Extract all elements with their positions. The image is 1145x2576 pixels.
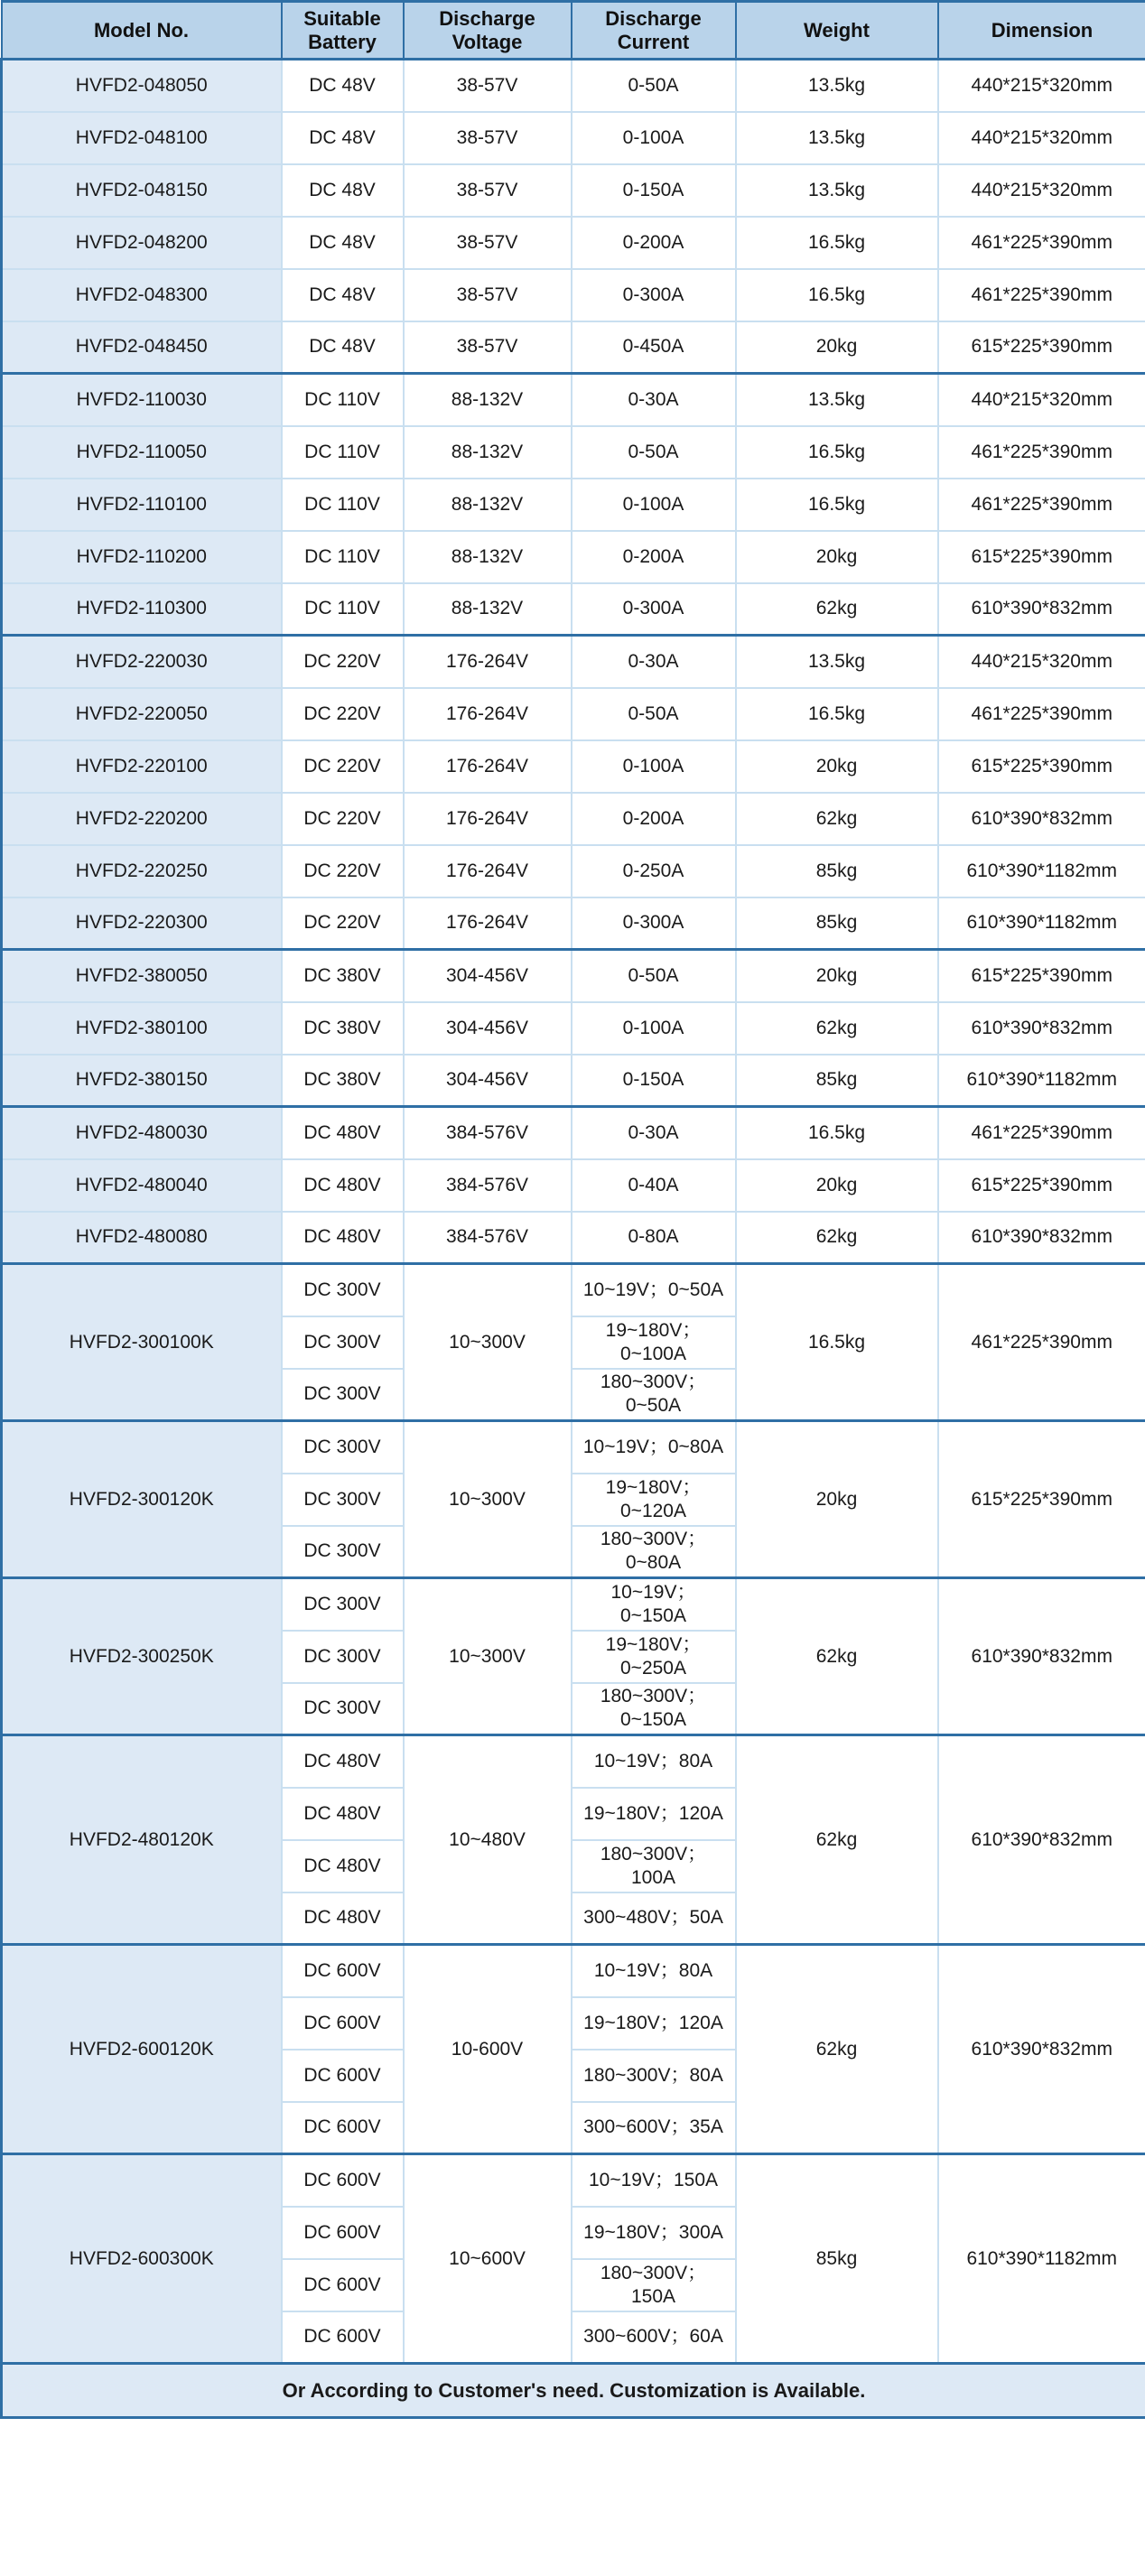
current-cell: 0-50A	[572, 426, 736, 479]
table-row	[2, 374, 1145, 426]
weight-cell: 16.5kg	[736, 479, 938, 531]
dimension-cell: 615*225*390mm	[938, 1159, 1145, 1212]
current-line: 0~150A	[620, 1604, 686, 1626]
battery-cell: DC 300V	[282, 1474, 404, 1526]
battery-cell: DC 220V	[282, 793, 404, 845]
dimension-cell: 610*390*832mm	[938, 1735, 1145, 1945]
battery-cell: DC 600V	[282, 2259, 404, 2311]
weight-cell: 13.5kg	[736, 374, 938, 426]
current-line: 0~150A	[620, 1709, 686, 1731]
current-cell: 0-300A	[572, 269, 736, 321]
voltage-cell: 304-456V	[404, 1002, 572, 1055]
current-cell: 0-200A	[572, 217, 736, 269]
dimension-cell: 615*225*390mm	[938, 740, 1145, 793]
weight-cell: 20kg	[736, 950, 938, 1002]
table-row	[2, 217, 1145, 269]
weight-cell: 62kg	[736, 1735, 938, 1945]
header-voltage-line1: Discharge	[439, 6, 535, 30]
battery-cell: DC 220V	[282, 636, 404, 688]
current-line: 180~300V；80A	[583, 2064, 723, 2086]
dimension-cell: 610*390*1182mm	[938, 1055, 1145, 1107]
weight-cell: 20kg	[736, 1159, 938, 1212]
dimension-cell: 461*225*390mm	[938, 688, 1145, 740]
battery-cell: DC 110V	[282, 531, 404, 583]
voltage-cell: 10~300V	[404, 1578, 572, 1735]
current-line: 19~180V；	[605, 1476, 702, 1498]
battery-cell: DC 600V	[282, 2102, 404, 2154]
voltage-cell: 38-57V	[404, 112, 572, 164]
model-cell: HVFD2-220030	[2, 636, 282, 688]
current-cell	[572, 1264, 736, 1316]
model-cell: HVFD2-480030	[2, 1107, 282, 1159]
dimension-cell: 615*225*390mm	[938, 950, 1145, 1002]
current-line: 19~180V；	[605, 1319, 702, 1341]
weight-cell: 62kg	[736, 1578, 938, 1735]
battery-cell: DC 300V	[282, 1264, 404, 1316]
header-battery-line2: Battery	[308, 30, 377, 53]
table-row	[2, 1212, 1145, 1264]
voltage-cell: 10~300V	[404, 1421, 572, 1578]
battery-cell: DC 110V	[282, 426, 404, 479]
table-row	[2, 583, 1145, 636]
table-row	[2, 164, 1145, 217]
battery-cell: DC 600V	[282, 1945, 404, 1997]
header-model: Model No.	[2, 2, 282, 60]
dimension-cell: 610*390*832mm	[938, 793, 1145, 845]
model-cell: HVFD2-110030	[2, 374, 282, 426]
battery-cell: DC 220V	[282, 897, 404, 950]
battery-cell: DC 300V	[282, 1316, 404, 1369]
model-cell: HVFD2-048150	[2, 164, 282, 217]
dimension-cell: 610*390*832mm	[938, 583, 1145, 636]
weight-cell: 16.5kg	[736, 217, 938, 269]
model-cell: HVFD2-300120K	[2, 1421, 282, 1578]
table-row	[2, 1945, 1145, 1997]
battery-cell: DC 48V	[282, 217, 404, 269]
battery-cell: DC 110V	[282, 374, 404, 426]
model-cell: HVFD2-048050	[2, 60, 282, 112]
current-line: 19~180V；	[605, 1633, 702, 1655]
dimension-cell: 615*225*390mm	[938, 321, 1145, 374]
battery-cell: DC 300V	[282, 1526, 404, 1578]
dimension-cell: 610*390*1182mm	[938, 2154, 1145, 2364]
voltage-cell: 10~300V	[404, 1264, 572, 1421]
dimension-cell: 440*215*320mm	[938, 60, 1145, 112]
weight-cell: 20kg	[736, 1421, 938, 1578]
voltage-cell: 176-264V	[404, 897, 572, 950]
table-row	[2, 2154, 1145, 2207]
weight-cell: 20kg	[736, 740, 938, 793]
table-row	[2, 1421, 1145, 1474]
current-cell: 0-30A	[572, 374, 736, 426]
dimension-cell: 461*225*390mm	[938, 426, 1145, 479]
voltage-cell: 176-264V	[404, 793, 572, 845]
dimension-cell: 610*390*832mm	[938, 1578, 1145, 1735]
table-row	[2, 269, 1145, 321]
current-cell: 0-30A	[572, 636, 736, 688]
current-line: 180~300V；	[600, 1843, 707, 1865]
dimension-cell: 461*225*390mm	[938, 1107, 1145, 1159]
battery-cell: DC 220V	[282, 688, 404, 740]
weight-cell: 62kg	[736, 793, 938, 845]
battery-cell: DC 480V	[282, 1788, 404, 1840]
dimension-cell: 615*225*390mm	[938, 1421, 1145, 1578]
battery-cell: DC 48V	[282, 321, 404, 374]
footer-row	[2, 2364, 1145, 2418]
voltage-cell: 304-456V	[404, 950, 572, 1002]
weight-cell: 62kg	[736, 1212, 938, 1264]
current-line: 10~19V；	[610, 1581, 696, 1603]
weight-cell: 16.5kg	[736, 1264, 938, 1421]
current-cell: 0-200A	[572, 793, 736, 845]
table-row	[2, 1002, 1145, 1055]
voltage-cell: 38-57V	[404, 321, 572, 374]
current-cell	[572, 1892, 736, 1945]
model-cell: HVFD2-600120K	[2, 1945, 282, 2154]
battery-cell: DC 480V	[282, 1892, 404, 1945]
battery-cell: DC 110V	[282, 479, 404, 531]
voltage-cell: 176-264V	[404, 688, 572, 740]
current-cell	[572, 2311, 736, 2364]
voltage-cell: 88-132V	[404, 374, 572, 426]
model-cell: HVFD2-220300	[2, 897, 282, 950]
weight-cell: 20kg	[736, 531, 938, 583]
current-cell	[572, 2050, 736, 2102]
current-cell: 0-100A	[572, 740, 736, 793]
battery-cell: DC 380V	[282, 1002, 404, 1055]
battery-cell: DC 300V	[282, 1578, 404, 1631]
current-cell	[572, 1578, 736, 1631]
current-line: 10~19V；80A	[593, 1959, 713, 1981]
table-row	[2, 1578, 1145, 1631]
header-row	[2, 2, 1145, 60]
weight-cell: 16.5kg	[736, 426, 938, 479]
voltage-cell: 384-576V	[404, 1159, 572, 1212]
battery-cell: DC 480V	[282, 1840, 404, 1892]
table-row	[2, 950, 1145, 1002]
model-cell: HVFD2-110300	[2, 583, 282, 636]
current-cell	[572, 1840, 736, 1892]
current-line: 0~80A	[625, 1552, 682, 1574]
voltage-cell: 88-132V	[404, 583, 572, 636]
model-cell: HVFD2-048200	[2, 217, 282, 269]
table-row	[2, 740, 1145, 793]
model-cell: HVFD2-380100	[2, 1002, 282, 1055]
table-row	[2, 1107, 1145, 1159]
voltage-cell: 38-57V	[404, 60, 572, 112]
model-cell: HVFD2-480120K	[2, 1735, 282, 1945]
current-cell: 0-150A	[572, 1055, 736, 1107]
table-row	[2, 688, 1145, 740]
dimension-cell: 461*225*390mm	[938, 217, 1145, 269]
weight-cell: 62kg	[736, 1002, 938, 1055]
header-weight: Weight	[736, 2, 938, 60]
voltage-cell: 384-576V	[404, 1212, 572, 1264]
dimension-cell: 440*215*320mm	[938, 636, 1145, 688]
header-current-line2: Current	[617, 30, 690, 53]
current-line: 300~600V；35A	[583, 2116, 723, 2138]
customization-note: Or According to Customer's need. Customization is Available.	[2, 2364, 1145, 2418]
current-line: 10~19V；150A	[588, 2169, 719, 2190]
weight-cell: 85kg	[736, 845, 938, 897]
dimension-cell: 610*390*1182mm	[938, 845, 1145, 897]
battery-cell: DC 600V	[282, 2154, 404, 2207]
model-cell: HVFD2-048100	[2, 112, 282, 164]
current-cell	[572, 1369, 736, 1421]
table-row	[2, 479, 1145, 531]
battery-cell: DC 380V	[282, 950, 404, 1002]
voltage-cell: 38-57V	[404, 217, 572, 269]
current-cell: 0-100A	[572, 1002, 736, 1055]
current-cell	[572, 1683, 736, 1735]
battery-cell: DC 480V	[282, 1159, 404, 1212]
model-cell: HVFD2-600300K	[2, 2154, 282, 2364]
model-cell: HVFD2-220250	[2, 845, 282, 897]
model-cell: HVFD2-300250K	[2, 1578, 282, 1735]
weight-cell: 13.5kg	[736, 112, 938, 164]
current-line: 19~180V；120A	[583, 2012, 723, 2033]
dimension-cell: 461*225*390mm	[938, 479, 1145, 531]
voltage-cell: 10~480V	[404, 1735, 572, 1945]
model-cell: HVFD2-110100	[2, 479, 282, 531]
current-line: 10~19V；0~80A	[582, 1436, 724, 1457]
table-row	[2, 531, 1145, 583]
battery-cell: DC 380V	[282, 1055, 404, 1107]
voltage-cell: 304-456V	[404, 1055, 572, 1107]
current-line: 180~300V；	[600, 1686, 707, 1707]
weight-cell: 85kg	[736, 897, 938, 950]
table-row	[2, 845, 1145, 897]
battery-cell: DC 48V	[282, 112, 404, 164]
table-row	[2, 897, 1145, 950]
weight-cell: 13.5kg	[736, 636, 938, 688]
voltage-cell: 10~600V	[404, 2154, 572, 2364]
table-row	[2, 112, 1145, 164]
current-cell	[572, 1997, 736, 2050]
dimension-cell: 610*390*832mm	[938, 1212, 1145, 1264]
battery-cell: DC 480V	[282, 1107, 404, 1159]
current-cell	[572, 2259, 736, 2311]
dimension-cell: 461*225*390mm	[938, 269, 1145, 321]
current-line: 180~300V；	[600, 1529, 707, 1550]
model-cell: HVFD2-048300	[2, 269, 282, 321]
battery-cell: DC 300V	[282, 1631, 404, 1683]
current-line: 0~100A	[620, 1343, 686, 1364]
battery-cell: DC 220V	[282, 740, 404, 793]
weight-cell: 62kg	[736, 1945, 938, 2154]
current-cell	[572, 2102, 736, 2154]
table-row	[2, 793, 1145, 845]
voltage-cell: 176-264V	[404, 636, 572, 688]
battery-cell: DC 480V	[282, 1212, 404, 1264]
current-line: 19~180V；300A	[583, 2221, 723, 2243]
model-cell: HVFD2-380050	[2, 950, 282, 1002]
battery-cell: DC 220V	[282, 845, 404, 897]
table-row	[2, 1735, 1145, 1788]
dimension-cell: 615*225*390mm	[938, 531, 1145, 583]
current-line: 10~19V；80A	[593, 1750, 713, 1772]
current-line: 10~19V；0~50A	[582, 1279, 724, 1300]
current-line: 0~120A	[620, 1500, 686, 1521]
dimension-cell: 461*225*390mm	[938, 1264, 1145, 1421]
battery-cell: DC 480V	[282, 1735, 404, 1788]
current-cell: 0-250A	[572, 845, 736, 897]
voltage-cell: 88-132V	[404, 426, 572, 479]
battery-cell: DC 600V	[282, 2311, 404, 2364]
current-cell: 0-200A	[572, 531, 736, 583]
header-current	[572, 2, 736, 60]
model-cell: HVFD2-380150	[2, 1055, 282, 1107]
table-row	[2, 1264, 1145, 1316]
table-row	[2, 321, 1145, 374]
model-cell: HVFD2-110050	[2, 426, 282, 479]
current-cell: 0-30A	[572, 1107, 736, 1159]
dimension-cell: 440*215*320mm	[938, 374, 1145, 426]
current-cell	[572, 1945, 736, 1997]
current-cell: 0-50A	[572, 688, 736, 740]
current-cell	[572, 1788, 736, 1840]
model-cell: HVFD2-220200	[2, 793, 282, 845]
current-cell	[572, 1526, 736, 1578]
battery-cell: DC 600V	[282, 2207, 404, 2259]
current-cell	[572, 1316, 736, 1369]
voltage-cell: 176-264V	[404, 845, 572, 897]
dimension-cell: 440*215*320mm	[938, 164, 1145, 217]
dimension-cell: 610*390*1182mm	[938, 897, 1145, 950]
current-line: 150A	[630, 2285, 676, 2307]
current-line: 0~50A	[625, 1395, 682, 1417]
model-cell: HVFD2-480040	[2, 1159, 282, 1212]
current-line: 180~300V；	[600, 2262, 707, 2283]
voltage-cell: 88-132V	[404, 531, 572, 583]
header-dimension: Dimension	[938, 2, 1145, 60]
weight-cell: 62kg	[736, 583, 938, 636]
current-line: 19~180V；120A	[583, 1802, 723, 1824]
battery-cell: DC 110V	[282, 583, 404, 636]
current-cell	[572, 1735, 736, 1788]
header-battery	[282, 2, 404, 60]
voltage-cell: 176-264V	[404, 740, 572, 793]
weight-cell: 16.5kg	[736, 269, 938, 321]
battery-cell: DC 48V	[282, 164, 404, 217]
current-cell: 0-40A	[572, 1159, 736, 1212]
model-cell: HVFD2-220100	[2, 740, 282, 793]
dimension-cell: 440*215*320mm	[938, 112, 1145, 164]
model-cell: HVFD2-300100K	[2, 1264, 282, 1421]
model-cell: HVFD2-110200	[2, 531, 282, 583]
current-line: 300~600V；60A	[583, 2326, 723, 2348]
battery-cell: DC 600V	[282, 2050, 404, 2102]
voltage-cell: 38-57V	[404, 164, 572, 217]
weight-cell: 13.5kg	[736, 60, 938, 112]
weight-cell: 16.5kg	[736, 688, 938, 740]
model-cell: HVFD2-480080	[2, 1212, 282, 1264]
battery-cell: DC 300V	[282, 1421, 404, 1474]
battery-cell: DC 600V	[282, 1997, 404, 2050]
current-cell	[572, 2207, 736, 2259]
current-cell	[572, 2154, 736, 2207]
battery-cell: DC 48V	[282, 60, 404, 112]
current-cell	[572, 1421, 736, 1474]
current-cell: 0-50A	[572, 950, 736, 1002]
current-cell: 0-300A	[572, 897, 736, 950]
current-cell	[572, 1474, 736, 1526]
current-cell: 0-50A	[572, 60, 736, 112]
spec-body	[2, 60, 1145, 2364]
weight-cell: 85kg	[736, 1055, 938, 1107]
voltage-cell: 384-576V	[404, 1107, 572, 1159]
current-cell: 0-100A	[572, 112, 736, 164]
weight-cell: 20kg	[736, 321, 938, 374]
model-cell: HVFD2-048450	[2, 321, 282, 374]
current-cell: 0-300A	[572, 583, 736, 636]
model-cell: HVFD2-220050	[2, 688, 282, 740]
header-battery-line1: Suitable	[303, 6, 381, 30]
current-line: 180~300V；	[600, 1372, 707, 1393]
header-voltage	[404, 2, 572, 60]
current-cell: 0-80A	[572, 1212, 736, 1264]
voltage-cell: 88-132V	[404, 479, 572, 531]
current-line: 0~250A	[620, 1657, 686, 1679]
table-row	[2, 60, 1145, 112]
battery-cell: DC 48V	[282, 269, 404, 321]
battery-cell: DC 300V	[282, 1369, 404, 1421]
voltage-cell: 10-600V	[404, 1945, 572, 2154]
current-line: 300~480V；50A	[583, 1907, 723, 1929]
weight-cell: 16.5kg	[736, 1107, 938, 1159]
weight-cell: 13.5kg	[736, 164, 938, 217]
current-line: 100A	[630, 1866, 676, 1888]
header-current-line1: Discharge	[605, 6, 702, 30]
battery-cell: DC 300V	[282, 1683, 404, 1735]
current-cell: 0-450A	[572, 321, 736, 374]
table-row	[2, 1159, 1145, 1212]
voltage-cell: 38-57V	[404, 269, 572, 321]
header-voltage-line2: Voltage	[451, 30, 523, 53]
weight-cell: 85kg	[736, 2154, 938, 2364]
table-row	[2, 636, 1145, 688]
current-cell: 0-100A	[572, 479, 736, 531]
dimension-cell: 610*390*832mm	[938, 1002, 1145, 1055]
table-row	[2, 426, 1145, 479]
current-cell: 0-150A	[572, 164, 736, 217]
table-row	[2, 1055, 1145, 1107]
dimension-cell: 610*390*832mm	[938, 1945, 1145, 2154]
current-cell	[572, 1631, 736, 1683]
